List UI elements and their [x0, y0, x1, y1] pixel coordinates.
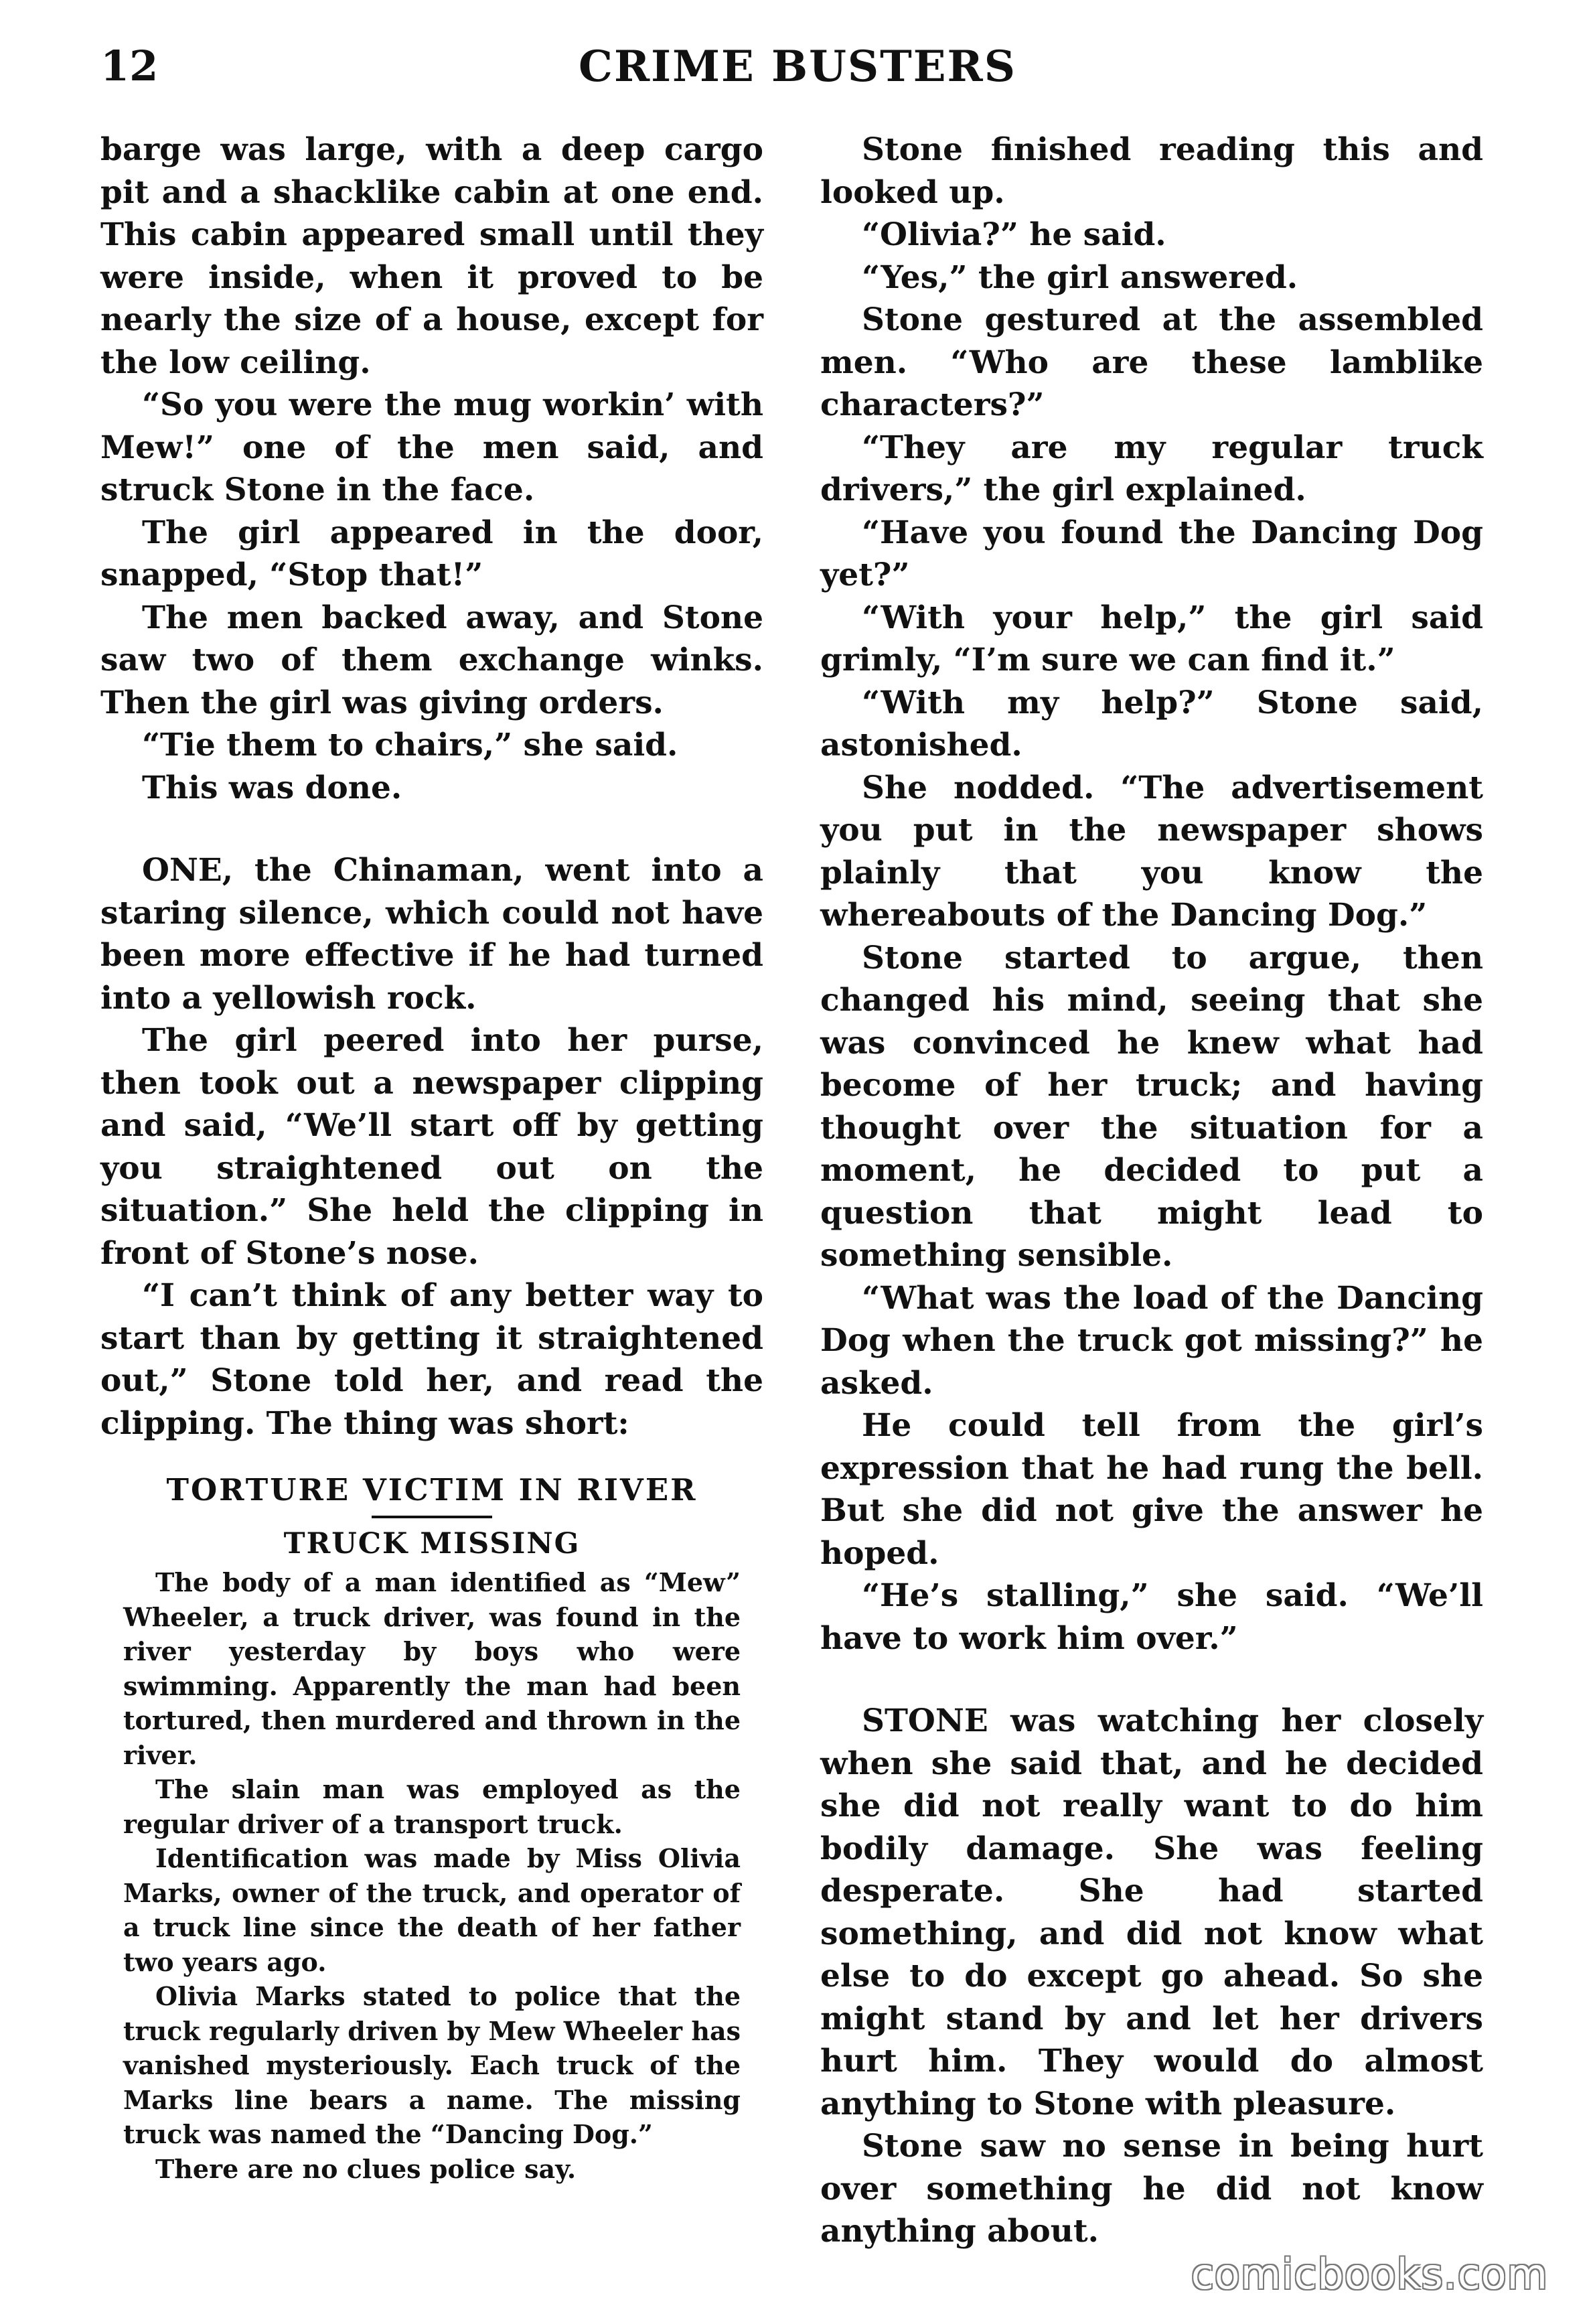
paragraph: The girl appeared in the door, snapped, “Stop that!” — [100, 514, 763, 593]
paragraph: Stone gestured at the assembled men. “Who are these lamblike characters?” — [820, 301, 1483, 423]
paragraph: barge was large, with a deep cargo pit and a shacklike cabin at one end. This cabin appeared small until they were inside, when it proved to be nearly the size of a house, except for the low ceiling. — [100, 131, 763, 381]
paragraph: “I can’t think of any better way to start than by getting it straightened out,” Stone told her, and read the clipping. The thing was short: — [100, 1277, 763, 1442]
paragraph: Stone finished reading this and looked up. — [820, 131, 1483, 211]
section-break — [100, 809, 763, 849]
clipping-paragraph: There are no clues police say. — [155, 2153, 577, 2184]
page-number: 12 — [100, 42, 159, 90]
paragraph: “They are my regular truck drivers,” the girl explained. — [820, 429, 1483, 508]
paragraph: “He’s stalling,” she said. “We’ll have to work him over.” — [820, 1577, 1483, 1657]
clipping-paragraph: Olivia Marks stated to police that the truck regularly driven by Mew Wheeler has vanished mysteriously. Each truck of the Marks line bears a name. The missing truck was named the “Dancing Dog.” — [123, 1981, 741, 2149]
site-watermark: comicbooks.com — [1191, 2250, 1548, 2299]
clipping-paragraph: The body of a man identified as “Mew” Wheeler, a truck driver, was found in the river yesterday by boys who were swimming. Apparently the man had been tortured, then murdered and thrown in the river. — [123, 1567, 741, 1770]
paragraph: “Have you found the Dancing Dog yet?” — [820, 514, 1483, 593]
paragraph: “What was the load of the Dancing Dog when the truck got missing?” he asked. — [820, 1279, 1483, 1402]
running-head: CRIME BUSTERS — [579, 42, 1016, 92]
paragraph: “With my help?” Stone said, astonished. — [820, 684, 1483, 764]
page-header — [100, 42, 1495, 115]
paragraph: She nodded. “The advertisement you put in the newspaper shows plainly that you know the whereabouts of the Dancing Dog.” — [820, 769, 1483, 934]
clipping-subhead: TRUCK MISSING — [283, 1527, 581, 1560]
paragraph: The men backed away, and Stone saw two of them exchange winks. Then the girl was giving orders. — [100, 599, 763, 721]
paragraph: “Olivia?” he said. — [862, 216, 1166, 253]
newspaper-clipping — [100, 1470, 763, 2186]
paragraph: STONE was watching her closely when she said that, and he decided she did not really want to do him bodily damage. She was feeling desperate. She had started something, and did not know what else to do except go ahead. So she might stand by and let her drivers hurt him. They would do almost anything to Stone with pleasure. — [820, 1702, 1483, 2122]
paragraph: Stone started to argue, then changed his mind, seeing that she was convinced he knew what had become of her truck; and having thought over the situation for a moment, he decided to put a question that might lead to something sensible. — [820, 939, 1483, 1274]
paragraph: He could tell from the girl’s expression that he had rung the bell. But she did not give the answer he hoped. — [820, 1407, 1483, 1572]
clipping-rule — [372, 1516, 492, 1518]
paragraph: This was done. — [142, 769, 402, 806]
paragraph: ONE, the Chinaman, went into a staring silence, which could not have been more effective if he had turned into a yellowish rock. — [100, 852, 763, 1017]
paragraph: “Yes,” the girl answered. — [862, 259, 1298, 296]
clipping-paragraph: The slain man was employed as the regular driver of a transport truck. — [123, 1774, 741, 1839]
paragraph: The girl peered into her purse, then took out a newspaper clipping and said, “We’ll start off by getting you straightened out on the situation.” She held the clipping in front of Stone’s nose. — [100, 1022, 763, 1272]
paragraph: “Tie them to chairs,” she said. — [142, 727, 678, 764]
right-column — [820, 129, 1483, 2253]
clipping-paragraph: Identification was made by Miss Olivia Marks, owner of the truck, and operator of a truck line since the death of her father two years ago. — [123, 1843, 741, 1977]
clipping-headline: TORTURE VICTIM IN RIVER — [166, 1472, 698, 1508]
paragraph: “So you were the mug workin’ with Mew!” one of the men said, and struck Stone in the face. — [100, 386, 763, 508]
paragraph: Stone saw no sense in being hurt over something he did not know anything about. — [820, 2128, 1483, 2250]
left-column — [100, 129, 763, 2186]
section-break — [820, 1660, 1483, 1700]
paragraph: “With your help,” the girl said grimly, “I’m sure we can find it.” — [820, 599, 1483, 678]
